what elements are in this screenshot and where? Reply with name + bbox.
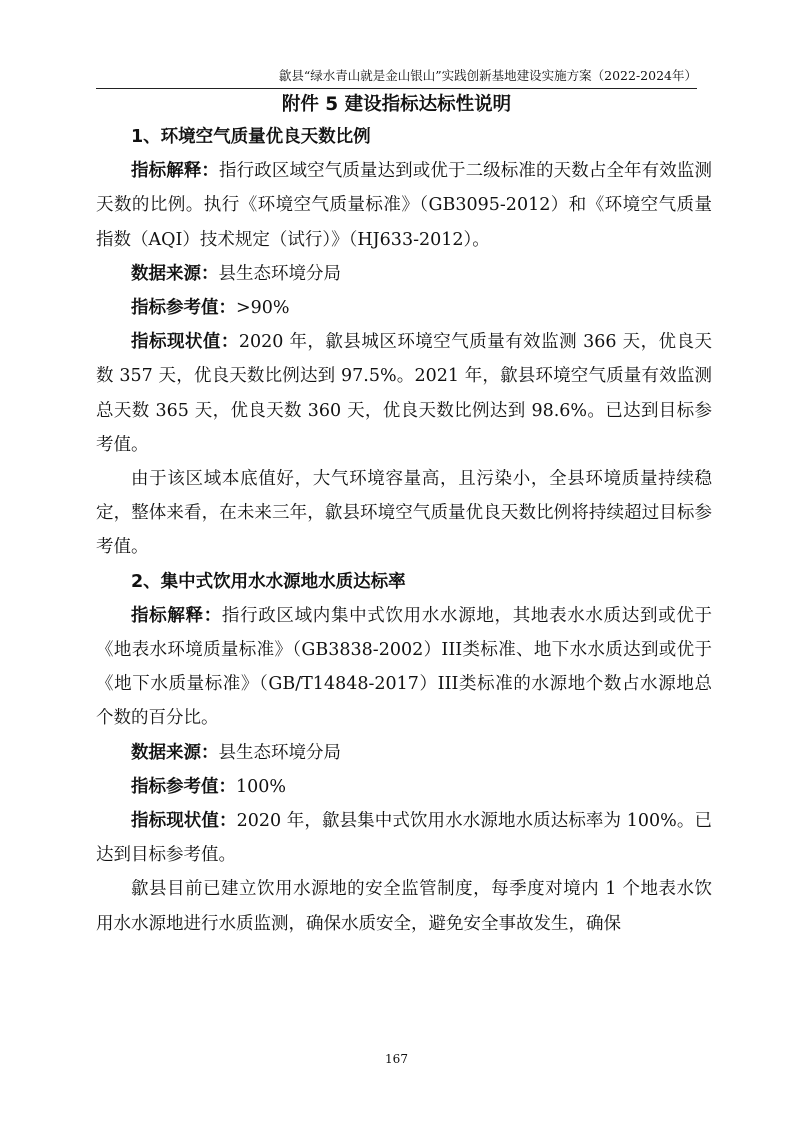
current-status xyxy=(96,325,712,462)
section-heading: 1、环境空气质量优良天数比例 xyxy=(131,127,371,147)
indicator-explanation xyxy=(96,599,712,736)
running-header: 歙县“绿水青山就是金山银山”实践创新基地建设实施方案（2022-2024年） xyxy=(96,68,697,89)
page-title: 附件 5 建设指标达标性说明 xyxy=(281,94,512,115)
section-heading: 2、集中式饮用水水源地水质达标率 xyxy=(131,571,406,592)
source-label: 数据来源： xyxy=(131,742,219,763)
reference-label: 指标参考值： xyxy=(131,298,236,319)
indicator-explanation xyxy=(96,154,712,257)
explanation-label: 指标解释： xyxy=(131,161,220,182)
source-text: 县生态环境分局 xyxy=(218,742,341,763)
page-number: 167 xyxy=(385,1052,408,1066)
status-label: 指标现状值： xyxy=(131,332,239,353)
reference-text: 100% xyxy=(236,776,287,797)
paragraph: 歙县目前已建立饮用水源地的安全监管制度，每季度对境内 1 个地表水饮用水水源地进行水质监测，确保水质安全，避免安全事故发生，确保 xyxy=(96,879,712,934)
data-source xyxy=(96,736,712,770)
status-label: 指标现状值： xyxy=(131,811,237,832)
paragraph: 由于该区域本底值好，大气环境容量高，且污染小，全县环境质量持续稳定，整体来看，在未来三年，歙县环境空气质量优良天数比例将持续超过目标参考值。 xyxy=(96,469,712,558)
source-text: 县生态环境分局 xyxy=(218,263,341,284)
reference-text: >90% xyxy=(236,298,290,319)
reference-value xyxy=(96,291,712,325)
current-status xyxy=(96,804,712,872)
data-source xyxy=(96,257,712,291)
explanation-text: 指行政区域内集中式饮用水水源地，其地表水水质达到或优于《地表水环境质量标准》（GB3838-2002）III类标准、地下水水质达到或优于《地下水质量标准》（GB/T14848-2017）III类标准的水源地个数占水源地总个数的百分比。 xyxy=(96,605,713,729)
status-text: 2020 年，歙县集中式饮用水水源地水质达标率为 100%。已达到目标参考值。 xyxy=(96,811,713,866)
reference-label: 指标参考值： xyxy=(131,776,236,797)
status-text: 2020 年，歙县城区环境空气质量有效监测 366 天，优良天数 357 天，优良天数比例达到 97.5%。2021 年，歙县环境空气质量有效监测总天数 365 天，优良天数 360 天，优良天数比例达到 98.6%。已达到目标参考值。 xyxy=(96,332,713,455)
source-label: 数据来源： xyxy=(131,263,219,284)
reference-value xyxy=(96,770,712,804)
explanation-label: 指标解释： xyxy=(131,605,222,626)
explanation-text: 指行政区域空气质量达到或优于二级标准的天数占全年有效监测天数的比例。执行《环境空气质量标准》（GB3095-2012）和《环境空气质量指数（AQI）技术规定（试行）》（HJ633-2012）。 xyxy=(96,161,712,250)
document-body xyxy=(96,120,712,941)
